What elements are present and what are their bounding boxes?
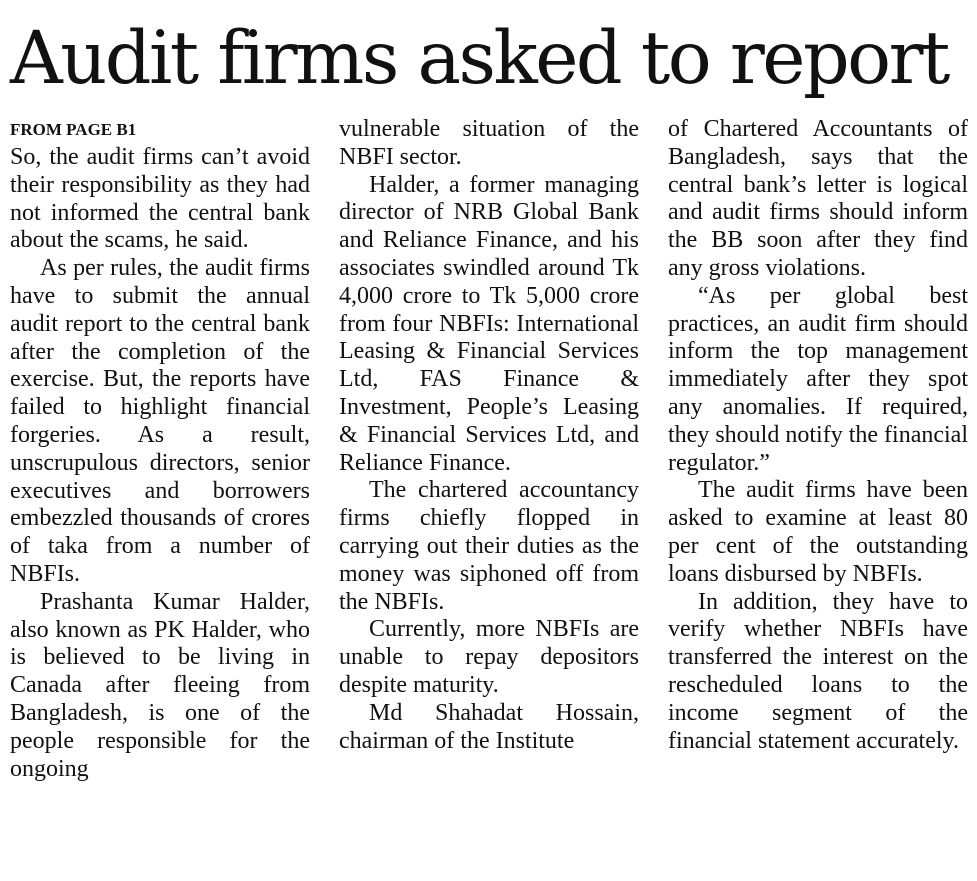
paragraph: Currently, more NBFIs are unable to repay depositors despite maturity. <box>339 616 639 698</box>
paragraph: of Chartered Accountants of Bangladesh, says that the central bank’s letter is logical and audit firms should inform the BB soon after they find any gross violations. <box>668 116 968 281</box>
paragraph: The chartered accountancy firms chiefly flopped in carrying out their duties as the money was siphoned off from the NBFIs. <box>339 477 639 615</box>
paragraph: In addition, they have to verify whether NBFIs have transferred the interest on the rescheduled loans to the income segment of the financial statement accurately. <box>668 588 968 754</box>
paragraph: vulnerable situation of the NBFI sector. <box>339 116 639 170</box>
headline: Audit firms asked to report <box>10 16 948 101</box>
paragraph: Halder, a former managing director of NRB Global Bank and Reliance Finance, and his associates swindled around Tk 4,000 crore to Tk 5,000 crore from four NBFIs: International Leasing & Financial Services Ltd, FAS Finance & Investment, People’s Leasing & Financial Services Ltd, and Reliance Finance. <box>339 171 639 476</box>
article-column-2 <box>339 116 639 755</box>
paragraph: Md Shahadat Hossain, chairman of the Institute <box>339 699 639 754</box>
article-column-3 <box>668 116 968 755</box>
article-column-1 <box>10 116 310 783</box>
paragraph: As per rules, the audit firms have to submit the annual audit report to the central bank after the completion of the exercise. But, the reports have failed to highlight financial forgeries. As a result, unscrupulous directors, senior executives and borrowers embezzled thousands of crores of taka from a number of NBFIs. <box>10 255 310 587</box>
paragraph: “As per global best practices, an audit firm should inform the top management immediately after they spot any anomalies. If required, they should notify the financial regulator.” <box>668 282 968 476</box>
paragraph: So, the audit firms can’t avoid their responsibility as they had not informed the central bank about the scams, he said. <box>10 144 310 254</box>
dateline: FROM PAGE B1 <box>10 120 137 139</box>
paragraph: The audit firms have been asked to examine at least 80 per cent of the outstanding loans disbursed by NBFIs. <box>668 477 968 587</box>
paragraph: Prashanta Kumar Halder, also known as PK Halder, who is believed to be living in Canada after fleeing from Bangladesh, is one of the people responsible for the ongoing <box>10 588 310 782</box>
